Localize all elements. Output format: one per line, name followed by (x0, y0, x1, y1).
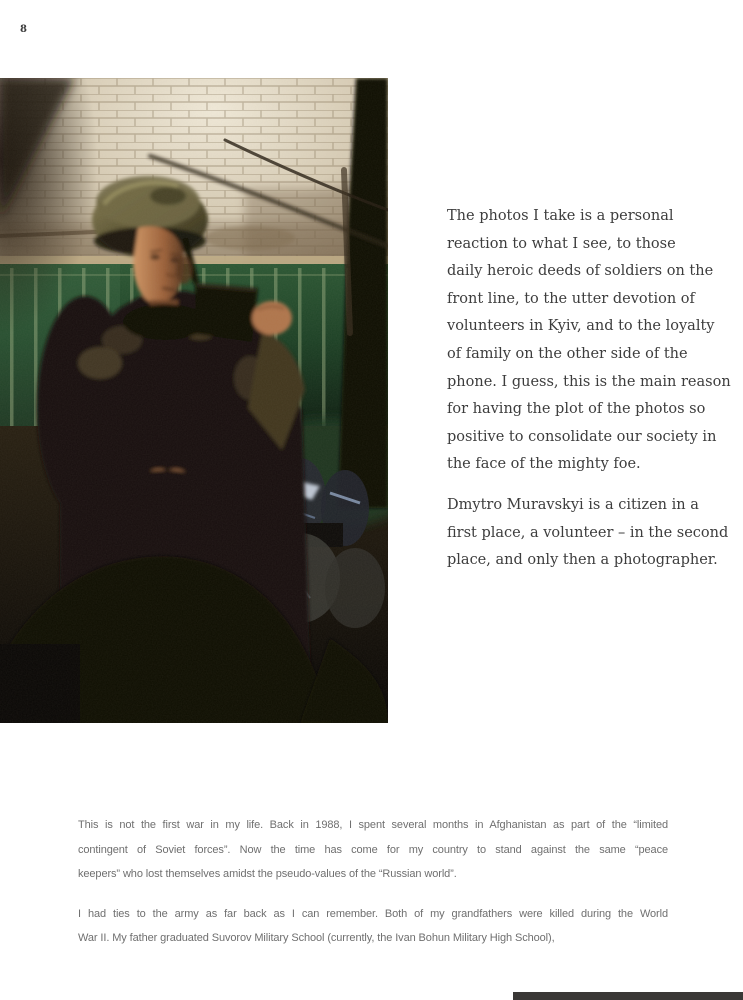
body-paragraph-2: I had ties to the army as far back as I can remember. Both of my grandfathers were killed during the World War II. My father graduated Suvorov Military School (currently, the Ivan Bohun Military High School), (78, 907, 668, 945)
body-paragraph-1: This is not the first war in my life. Back in 1988, I spent several months in Afghanistan as part of the “limited contingent of Soviet forces”. Now the time has come for my country to stand against the same “peace keepers” who lost themselves amidst the pseudo-values of the “Russian world”. (78, 819, 668, 881)
soldier-photo-art (0, 78, 388, 723)
soldier-photo (0, 78, 388, 723)
quote-paragraph-1: The photos I take is a personal reaction to what I see, to those daily heroic deeds of soldiers on the front line, to the utter devotion of volunteers in Kyiv, and to the loyalty of family on the other side of the phone. I guess, this is the main reason for having the plot of the photos so positive to consolidate our society in the face of the mighty foe. (447, 208, 731, 473)
film-grain (0, 78, 388, 723)
photographer-quote (447, 203, 739, 588)
page-number: 8 (20, 24, 27, 35)
next-page-photo-edge (513, 992, 743, 1000)
quote-paragraph-2: Dmytro Muravskyi is a citizen in a first place, a volunteer – in the second place, and only then a photographer. (447, 496, 729, 569)
body-text (78, 813, 668, 966)
